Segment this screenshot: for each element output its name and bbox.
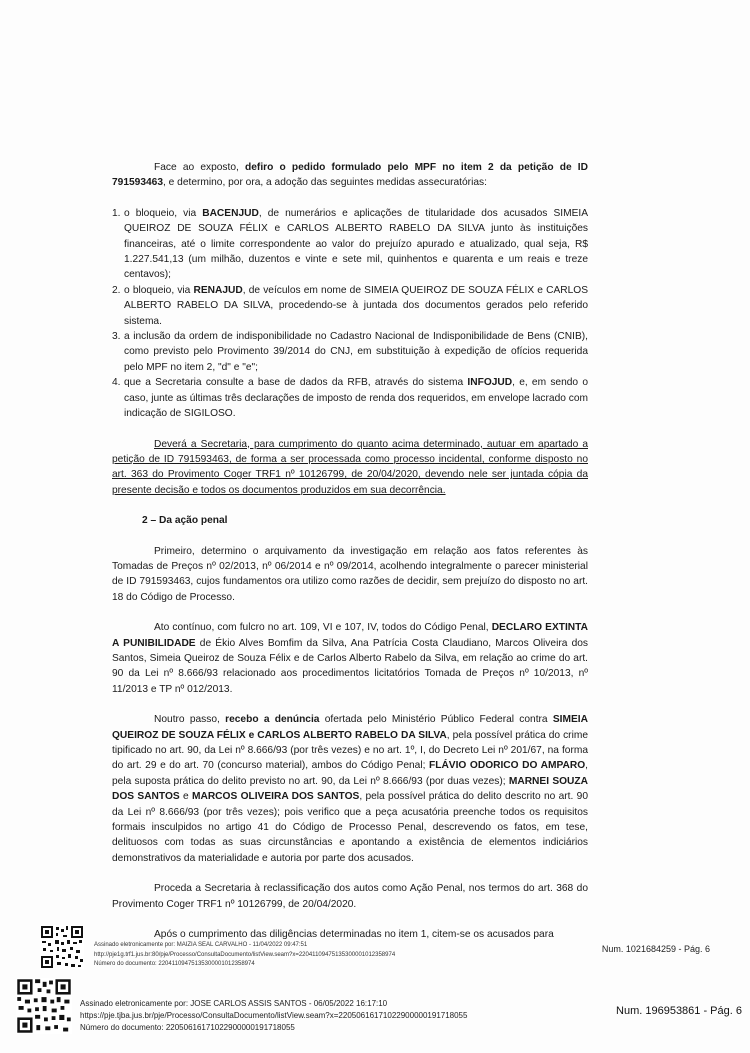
verification-link[interactable]: http://pje1g.trf1.jus.br:80/pje/Processo/ConsultaDocumento/listView.seam?x=22041109475135300001012358974 bbox=[94, 951, 396, 958]
list-number: 3. bbox=[112, 331, 121, 343]
text-run: de Ékio Alves Bomfim da Silva, Ana Patrícia Costa Claudiano, Marcos Oliveira dos Santos, Simeia Queiroz de Souza Félix e de Carlos Alberto Rabelo da Silva, em relação ao crime do art. 90 da Lei nº 8.666/93 relacionado aos procedimentos licitatórios Tomada de Preços nº 10/2013, nº 11/2013 e TP nº 012/2013. bbox=[112, 637, 588, 695]
signature-info bbox=[94, 941, 395, 970]
text-run: a inclusão da ordem de indisponibilidade no Cadastro Nacional de Indisponibilidade de Bens (CNIB), como previsto pelo Provimento 39/2014 do CNJ, em substituição à expedição de ofícios requerida pelo MPF no item 2, "d" e "e"; bbox=[124, 331, 588, 373]
text-run: , pela possível prática do crime tipificado no art. 90, da Lei nº 8.666/93 (por três vezes) e no art. 1º, I, do Decreto Lei nº 201/67, na forma do art. 29 e do art. 70 (concurso material), ambos do Código Penal; bbox=[112, 729, 588, 772]
list-item bbox=[112, 283, 588, 329]
signature-line: Assinado eletronicamente por: JOSE CARLOS ASSIS SANTOS - 06/05/2022 16:17:10 bbox=[80, 999, 388, 1008]
decision-text bbox=[112, 160, 588, 942]
text-run: , e determino, por ora, a adoção das seguintes medidas assecuratórias: bbox=[163, 177, 487, 189]
text-bold: FLÁVIO ODORICO DO AMPARO bbox=[429, 760, 586, 772]
paragraph-archive: Primeiro, determino o arquivamento da investigação em relação aos fatos referentes às Tomadas de Preços nº 02/2013, nº 06/2014 e nº 09/2014, acolhendo integralmente o parecer ministerial de ID 791593463, cujos fundamentos ora utilizo como razões de decidir, sem prejuízo do disposto no art. 18 do Código de Processo. bbox=[112, 545, 588, 603]
document-number: Número do documento: 22041109475135300001012358974 bbox=[94, 961, 255, 967]
measures-list bbox=[112, 206, 588, 422]
text-run: , e, em sendo o caso, junte as últimas três declarações de imposto de renda dos requeridos, em envelope lacrado com indicação de SIGILOSO. bbox=[124, 377, 588, 420]
text-run: Noutro passo, bbox=[154, 714, 226, 726]
paragraph-extinction bbox=[112, 620, 588, 697]
text-run: Ato contínuo, com fulcro no art. 109, VI e 107, IV, todos do Código Penal, bbox=[154, 622, 492, 634]
page-number: Num. 1021684259 - Pág. 6 bbox=[601, 944, 710, 954]
qr-code-icon bbox=[16, 978, 72, 1034]
document-number: Número do documento: 22050616171022900000191718055 bbox=[80, 1023, 295, 1032]
list-number: 2. bbox=[112, 284, 121, 296]
text-run: , pela possível prática do delito descrito no art. 90 da Lei nº 8.666/93 (por três vezes); pois verifico que a peça acusatória preenche todos os requisitos formais insculpidos no artigo 41 do Código de Processo Penal, descrevendo os fatos, em tese, delituosos com todas as suas circunstâncias e apontando a existência de elementos indiciários demonstrativos da materialidade e autoria por parte dos acusados. bbox=[112, 791, 588, 864]
list-number: 4. bbox=[112, 377, 121, 389]
text-bold: BACENJUD bbox=[202, 207, 259, 219]
section-heading: 2 – Da ação penal bbox=[142, 515, 228, 527]
verification-link[interactable]: https://pje.tjba.jus.br/pje/Processo/ConsultaDocumento/listView.seam?x=22050616171022900000191718055 bbox=[80, 1011, 468, 1020]
text-run: que a Secretaria consulte a base de dados da RFB, através do sistema bbox=[124, 377, 468, 389]
qr-code-icon bbox=[40, 925, 84, 969]
list-item bbox=[112, 206, 588, 283]
text-bold: recebo a denúncia bbox=[225, 714, 320, 726]
text-bold: SIMEIA QUEIROZ DE SOUZA FÉLIX e CARLOS ALBERTO RABELO DA SILVA bbox=[112, 714, 588, 741]
signature-footer-tjba bbox=[16, 978, 746, 1038]
text-bold: defiro o pedido formulado pelo MPF no item 2 da petição de ID 791593463 bbox=[112, 162, 588, 189]
signature-info bbox=[80, 998, 467, 1034]
paragraph-reclassification: Proceda a Secretaria à reclassificação dos autos como Ação Penal, nos termos do art. 368 do Provimento Coger TRF1 nº 10126799, de 20/04/2020. bbox=[112, 883, 588, 910]
text-bold: DECLARO EXTINTA A PUNIBILIDADE bbox=[112, 622, 588, 649]
paragraph-denuncia bbox=[112, 712, 588, 866]
list-item bbox=[112, 375, 588, 421]
page-number: Num. 196953861 - Pág. 6 bbox=[616, 1005, 742, 1017]
text-run: , pela suposta prática do delito previsto no art. 90, da Lei nº 8.666/93 (por duas vezes); bbox=[112, 760, 588, 787]
text-run: Face ao exposto, bbox=[154, 162, 246, 173]
signature-line: Assinado eletronicamente por: MAIZIA SEAL CARVALHO - 11/04/2022 09:47:51 bbox=[94, 942, 308, 948]
text-run: e bbox=[179, 791, 192, 803]
list-number: 1. bbox=[112, 207, 121, 219]
text-bold: MARCOS OLIVEIRA DOS SANTOS bbox=[191, 791, 360, 803]
signature-footer-trf1 bbox=[40, 925, 710, 977]
text-run: , de numerários e aplicações de titularidade dos acusados SIMEIA QUEIROZ DE SOUZA FÉLIX e CARLOS ALBERTO RABELO DA SILVA junto às instituições financeiras, até o limite correspondente ao valor do prejuízo apurado e atualizado, qual seja, R$ 1.227.541,13 (um milhão, duzentos e vinte e sete mil, quinhentos e quarenta e um reais e treze centavos); bbox=[124, 207, 588, 281]
list-item bbox=[112, 329, 588, 375]
paragraph-measures bbox=[112, 160, 588, 191]
paragraph-citation: Após o cumprimento das diligências determinadas no item 1, citem-se os acusados para bbox=[154, 929, 554, 941]
text-bold: MARNEI SOUZA DOS SANTOS bbox=[112, 775, 588, 803]
text-run: ofertada pelo Ministério Público Federal contra bbox=[319, 714, 553, 726]
text-run: o bloqueio, via bbox=[124, 207, 203, 219]
text-bold: RENAJUD bbox=[193, 284, 243, 296]
text-run: o bloqueio, via bbox=[124, 284, 194, 296]
text-run: , de veículos em nome de SIMEIA QUEIROZ DE SOUZA FÉLIX e CARLOS ALBERTO RABELO DA SILVA, procedendo-se à juntada dos documentos gerados pelo referido sistema. bbox=[124, 284, 588, 327]
paragraph-incidental: Deverá a Secretaria, para cumprimento do quanto acima determinado, autuar em apartado a petição de ID 791593463, de forma a ser processada como processo incidental, conforme disposto no art. 363 do Provimento Coger TRF1 nº 10126799, de 20/04/2020, devendo nele ser juntada cópia da presente decisão e todos os documentos produzidos em sua decorrência. bbox=[112, 438, 588, 496]
text-bold: INFOJUD bbox=[467, 377, 513, 389]
